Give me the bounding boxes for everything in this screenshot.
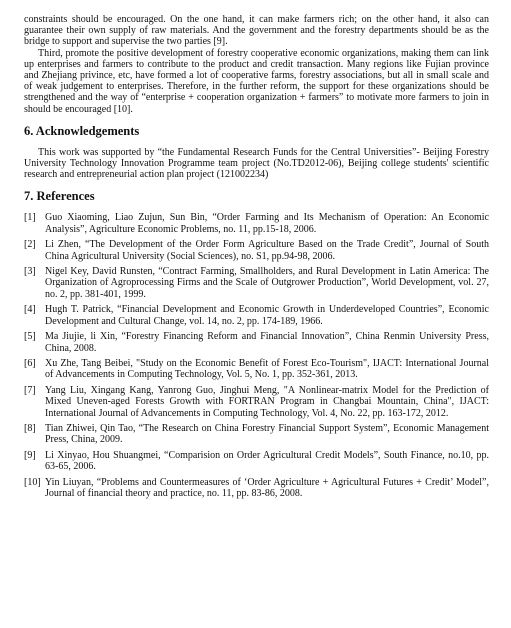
reference-text: Tian Zhiwei, Qin Tao, “The Research on China Forestry Financial Support System”, Economic Management Press, China, 2009. bbox=[45, 422, 489, 446]
references-heading: 7. References bbox=[24, 189, 95, 204]
reference-text: Li Xinyao, Hou Shuangmei, “Comparision on Order Agricultural Credit Models”, South Finance, no.10, pp. 63-65, 2006. bbox=[45, 449, 489, 473]
reference-item bbox=[24, 423, 489, 446]
reference-number: [3] bbox=[24, 266, 36, 278]
reference-item bbox=[24, 331, 489, 354]
reference-number: [10] bbox=[24, 476, 41, 488]
reference-list bbox=[24, 212, 489, 499]
reference-number: [6] bbox=[24, 357, 36, 369]
acknowledgements-text: This work was supported by “the Fundamental Research Funds for the Central Universities”- Beijing Forestry University Technology Innovation Programme team project (No.TD2012-06), Beijing college students' scientific research and entrepreneurial action plan project (121002234) bbox=[24, 146, 489, 181]
reference-item bbox=[24, 358, 489, 381]
reference-text: Nigel Key, David Runsten, “Contract Farming, Smallholders, and Rural Development in Latin America: The Organization of Agroprocessing Firms and the Scale of Outgrower Production”, World Development, vol. 27, no. 2, pp. 381-401, 1999. bbox=[45, 266, 489, 300]
reference-number: [4] bbox=[24, 304, 36, 316]
reference-number: [8] bbox=[24, 422, 36, 434]
reference-number: [9] bbox=[24, 449, 36, 461]
reference-text: Li Zhen, “The Development of the Order Form Agriculture Based on the Trade Credit”, Journal of South China Agricultural University (Social Sciences), no. S1, pp.94-98, 2006. bbox=[45, 239, 489, 262]
reference-text: Hugh T. Patrick, “Financial Development and Economic Growth in Underdeveloped Countries”, Economic Development and Cultural Change, vol. 14, no. 2, pp. 174-189, 1966. bbox=[45, 304, 489, 327]
reference-number: [7] bbox=[24, 384, 36, 396]
reference-text: Guo Xiaoming, Liao Zujun, Sun Bin, “Order Farming and Its Mechanism of Operation: An Economic Analysis”, Agriculture Economic Problems, no. 11, pp.15-18, 2006. bbox=[45, 212, 489, 235]
body-paragraph-third: Third, promote the positive development of forestry cooperative economic organizations, making them can link up enterprises and farmers to contribute to the product and credit transaction. Many regions like Fujian province and Zhejiang privince, etc, have formed a lot of cooperative farms, forestry associations, but all in small scale and of weak judgement to enterprises. Therefore, in the further reform, the support for these organizations should be strengthened and the way of “enterprise + cooperation organization + farmers” to motivate more farmers to join in should be encouraged [10]. bbox=[24, 47, 489, 115]
reference-item bbox=[24, 477, 489, 500]
reference-number: [5] bbox=[24, 331, 36, 343]
reference-number: [1] bbox=[24, 212, 36, 224]
reference-text: Yang Liu, Xingang Kang, Yanrong Guo, Jinghui Meng, "A Nonlinear-matrix Model for the Prediction of Mixed Uneven-aged Forests Growth with FORTRAN Program in Changbai Mountain, China", IJACT: International Journal of Advancements in Computing Technology, Vol. 4, No. 22, pp. 163-172, 2012. bbox=[45, 384, 489, 419]
reference-item bbox=[24, 385, 489, 419]
acknowledgements-heading: 6. Acknowledgements bbox=[24, 123, 140, 138]
reference-item bbox=[24, 304, 489, 327]
reference-item bbox=[24, 266, 489, 300]
reference-text: Xu Zhe, Tang Beibei, "Study on the Economic Benefit of Forest Eco-Tourism", IJACT: International Journal of Advancements in Computing Technology, Vol. 5, No. 1, pp. 352-361, 2013. bbox=[45, 357, 489, 381]
reference-text: Yin Liuyan, “Problems and Countermeasures of ‘Order Agriculture + Agricultural Futures + Credit’ Model”, Journal of financial theory and practice, no. 11, pp. 83-86, 2008. bbox=[45, 476, 489, 499]
reference-item bbox=[24, 212, 489, 235]
reference-number: [2] bbox=[24, 239, 36, 251]
reference-item bbox=[24, 239, 489, 262]
reference-item bbox=[24, 450, 489, 473]
paper-page bbox=[24, 14, 489, 503]
reference-text: Ma Jiujie, li Xin, “Forestry Financing Reform and Financial Innovation”, China Renmin University Press, China, 2008. bbox=[45, 331, 489, 354]
body-paragraph-continued: constraints should be encouraged. On the one hand, it can make farmers rich; on the other hand, it also can guarantee their own supply of raw materials. And the government and the forestry departments should be as the bridge to support and supervise the two parties [9]. bbox=[24, 14, 489, 48]
